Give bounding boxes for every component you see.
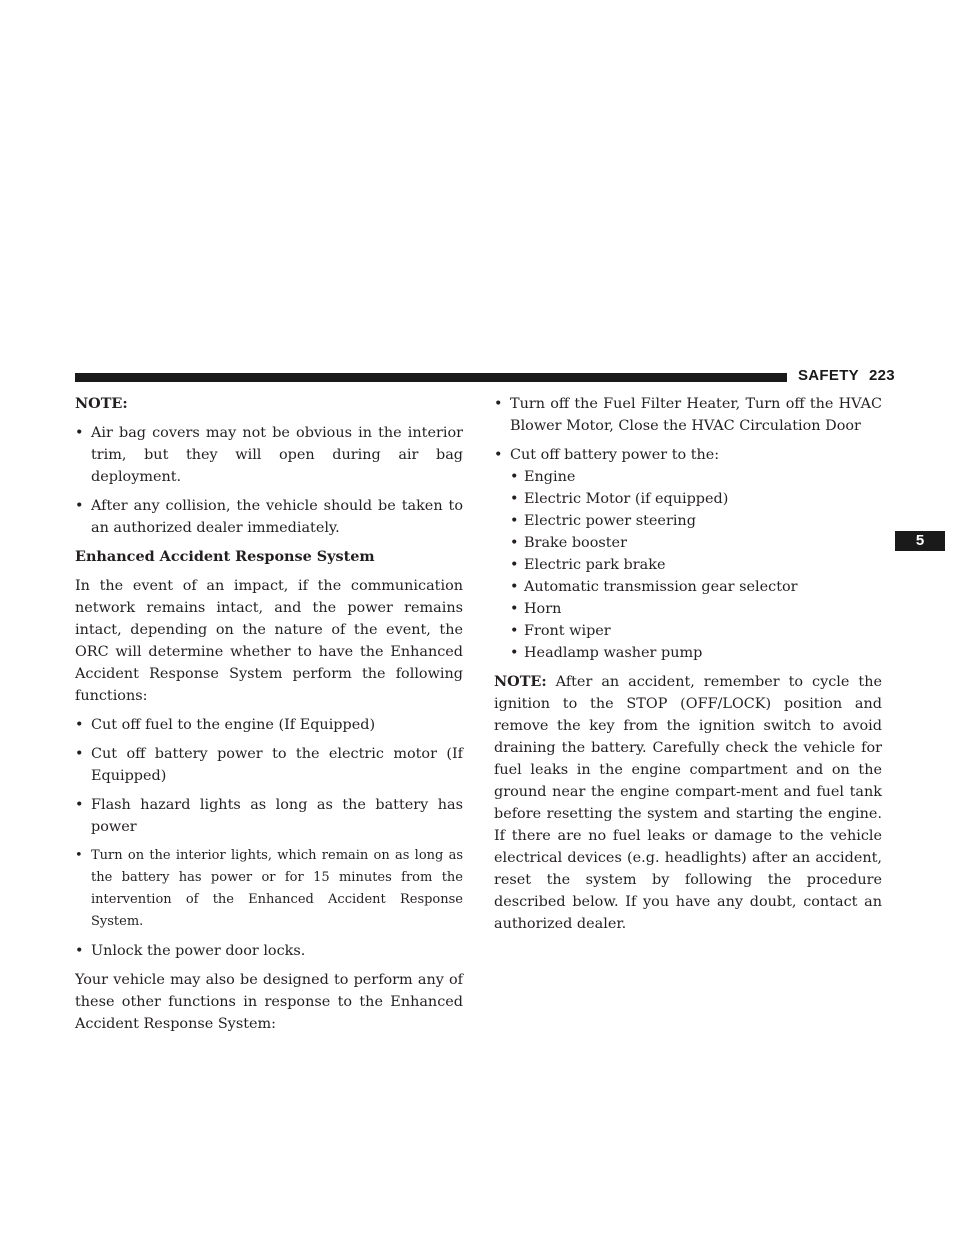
intro-paragraph: In the event of an impact, if the communication network remains intact, and the power remains intact, depending on the nature of the event, the ORC will determine whether to have the Enhanced Accident Response System perform the following functions:	[75, 578, 463, 704]
right-column	[494, 393, 882, 935]
sub-list-item: • Brake booster	[494, 532, 882, 554]
bullet-icon: •	[75, 498, 84, 514]
bullet-icon: •	[510, 557, 519, 573]
bullet-icon: •	[510, 535, 519, 551]
list-item-text: Air bag covers may not be obvious in the interior trim, but they will open during air bag deployment.	[91, 425, 463, 485]
bullet-icon: •	[75, 797, 84, 813]
bullet-icon: •	[510, 491, 519, 507]
list-item-text: Unlock the power door locks.	[91, 943, 306, 959]
bullet-icon: •	[494, 447, 503, 463]
list-item	[494, 393, 882, 437]
note-heading: NOTE:	[75, 395, 128, 412]
chapter-tab: 5	[895, 531, 945, 551]
bullet-icon: •	[510, 579, 519, 595]
bullet-icon: •	[510, 645, 519, 661]
bullet-icon: •	[510, 601, 519, 617]
list-item-text: Cut off battery power to the:	[510, 447, 720, 463]
section-heading: Enhanced Accident Response System	[75, 548, 375, 565]
sub-list-item: • Electric Motor (if equipped)	[494, 488, 882, 510]
list-item	[75, 940, 463, 962]
list-item-text: Turn on the interior lights, which remain on as long as the battery has power or for 15 minutes from the intervention of the Enhanced Accident Response System.	[91, 848, 463, 929]
bullet-icon: •	[75, 425, 84, 441]
list-item-text: After any collision, the vehicle should be taken to an authorized dealer immediately.	[91, 498, 463, 536]
list-item	[75, 845, 463, 933]
sub-list-item: • Engine	[494, 466, 882, 488]
sub-list-item: • Horn	[494, 598, 882, 620]
page-number: 223	[868, 367, 895, 384]
list-item-text: Cut off battery power to the electric motor (If Equipped)	[91, 746, 463, 784]
note-paragraph	[494, 671, 882, 935]
sub-list	[494, 466, 882, 664]
list-item-text: Flash hazard lights as long as the battery has power	[91, 797, 463, 835]
closing-paragraph: Your vehicle may also be designed to perform any of these other functions in response to the Enhanced Accident Response System:	[75, 972, 463, 1032]
left-column	[75, 393, 463, 1035]
bullet-icon: •	[494, 396, 503, 412]
bullet-icon: •	[510, 469, 519, 485]
sub-list-item: • Front wiper	[494, 620, 882, 642]
header-rule	[75, 373, 787, 382]
bullet-icon: •	[510, 623, 519, 639]
list-item-text: Turn off the Fuel Filter Heater, Turn off the HVAC Blower Motor, Close the HVAC Circulation Door	[510, 396, 882, 434]
list-item	[494, 444, 882, 466]
sub-list-item: • Automatic transmission gear selector	[494, 576, 882, 598]
running-header	[798, 367, 895, 384]
bullet-icon: •	[75, 848, 83, 863]
section-title: SAFETY	[798, 367, 859, 384]
bullet-icon: •	[75, 746, 84, 762]
list-item	[75, 714, 463, 736]
list-item-text: Cut off fuel to the engine (If Equipped)	[91, 717, 376, 733]
bullet-icon: •	[75, 943, 84, 959]
sub-list-item: • Electric power steering	[494, 510, 882, 532]
note-text: After an accident, remember to cycle the ignition to the STOP (OFF/LOCK) position and remove the key from the ignition switch to avoid draining the battery. Carefully check the vehicle for fuel leaks in the engine compartment and on the ground near the engine compart-ment and fuel tank before resetting the system and starting the engine. If there are no fuel leaks or damage to the vehicle electrical devices (e.g. headlights) after an accident, reset the system by following the procedure described below. If you have any doubt, contact an authorized dealer.	[494, 674, 882, 932]
list-item	[75, 794, 463, 838]
list-item	[75, 743, 463, 787]
list-item	[75, 495, 463, 539]
bullet-icon: •	[510, 513, 519, 529]
list-item	[75, 422, 463, 488]
sub-list-item: • Electric park brake	[494, 554, 882, 576]
sub-list-item: • Headlamp washer pump	[494, 642, 882, 664]
bullet-icon: •	[75, 717, 84, 733]
note-label: NOTE:	[494, 673, 547, 690]
